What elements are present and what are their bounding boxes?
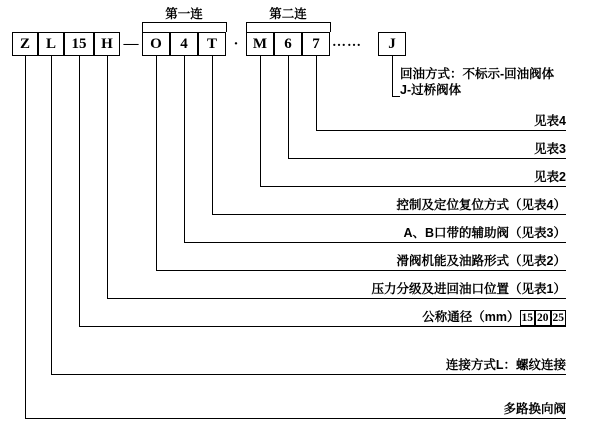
code-box-z: Z	[12, 32, 38, 56]
leader-h-control	[212, 214, 566, 215]
callout-see-table-3: 见表3	[534, 142, 566, 156]
code-box-l: L	[38, 32, 64, 56]
leader-v-product	[25, 56, 26, 418]
callout-return-oil-line2: J-过桥阀体	[400, 83, 462, 97]
leader-h-table4	[316, 130, 566, 131]
callout-pressure-port: 压力分级及进回油口位置（见表1）	[371, 282, 566, 296]
group-bracket-second-top	[246, 22, 330, 23]
leader-v-table4	[316, 56, 317, 130]
leader-h-table2	[260, 186, 566, 187]
group-bracket-second-right	[330, 22, 331, 32]
leader-h-product	[25, 418, 566, 419]
leader-h-pressure	[107, 298, 566, 299]
leader-v-control	[212, 56, 213, 214]
group-label-second: 第二连	[269, 7, 307, 21]
leader-h-aux	[184, 242, 566, 243]
leader-v-function	[156, 56, 157, 270]
code-box-o: O	[142, 32, 170, 56]
code-dash: —	[123, 36, 139, 52]
callout-see-table-2: 见表2	[534, 170, 566, 184]
code-box-h: H	[94, 32, 120, 56]
callout-nominal-diameter	[340, 309, 566, 326]
callout-see-table-4: 见表4	[534, 114, 566, 128]
code-box-4: 4	[170, 32, 198, 56]
leader-v-table3	[288, 56, 289, 158]
leader-h-connection	[51, 374, 566, 375]
leader-v-connection	[51, 56, 52, 374]
leader-h-table3	[288, 158, 566, 159]
leader-v-return-oil	[392, 56, 393, 96]
code-box-15: 15	[64, 32, 94, 56]
leader-v-pressure	[107, 56, 108, 298]
diameter-option-25: 25	[552, 312, 564, 324]
callout-return-oil-line1: 回油方式：不标示-回油阀体	[400, 67, 555, 81]
leader-v-diameter	[79, 56, 80, 326]
group-bracket-first-left	[142, 22, 143, 32]
code-box-t: T	[198, 32, 226, 56]
callout-connection-type: 连接方式L：螺纹连接	[445, 358, 566, 372]
callout-aux-valve: A、B口带的辅助阀（见表3）	[403, 226, 566, 240]
group-bracket-second-left	[246, 22, 247, 32]
leader-h-diameter	[79, 326, 566, 327]
leader-tail-return-oil	[392, 96, 400, 97]
callout-return-oil	[400, 66, 590, 98]
diameter-option-20: 20	[537, 312, 549, 324]
diameter-option-15: 15	[521, 312, 533, 324]
callout-nominal-diameter-label: 公称通径（mm）	[422, 310, 520, 324]
code-ellipsis: ……	[332, 35, 362, 50]
leader-h-function	[156, 270, 566, 271]
code-box-j: J	[378, 32, 406, 56]
code-box-6: 6	[274, 32, 302, 56]
code-box-7: 7	[302, 32, 330, 56]
code-dot: ·	[233, 36, 239, 52]
code-box-m: M	[246, 32, 274, 56]
group-label-first: 第一连	[165, 7, 203, 21]
callout-control-reset: 控制及定位复位方式（见表4）	[396, 198, 566, 212]
group-bracket-first-top	[142, 22, 226, 23]
leader-v-aux	[184, 56, 185, 242]
group-bracket-first-right	[226, 22, 227, 32]
leader-v-table2	[260, 56, 261, 186]
callout-product-name: 多路换向阀	[503, 402, 566, 416]
callout-valve-function: 滑阀机能及油路形式（见表2）	[396, 254, 566, 268]
